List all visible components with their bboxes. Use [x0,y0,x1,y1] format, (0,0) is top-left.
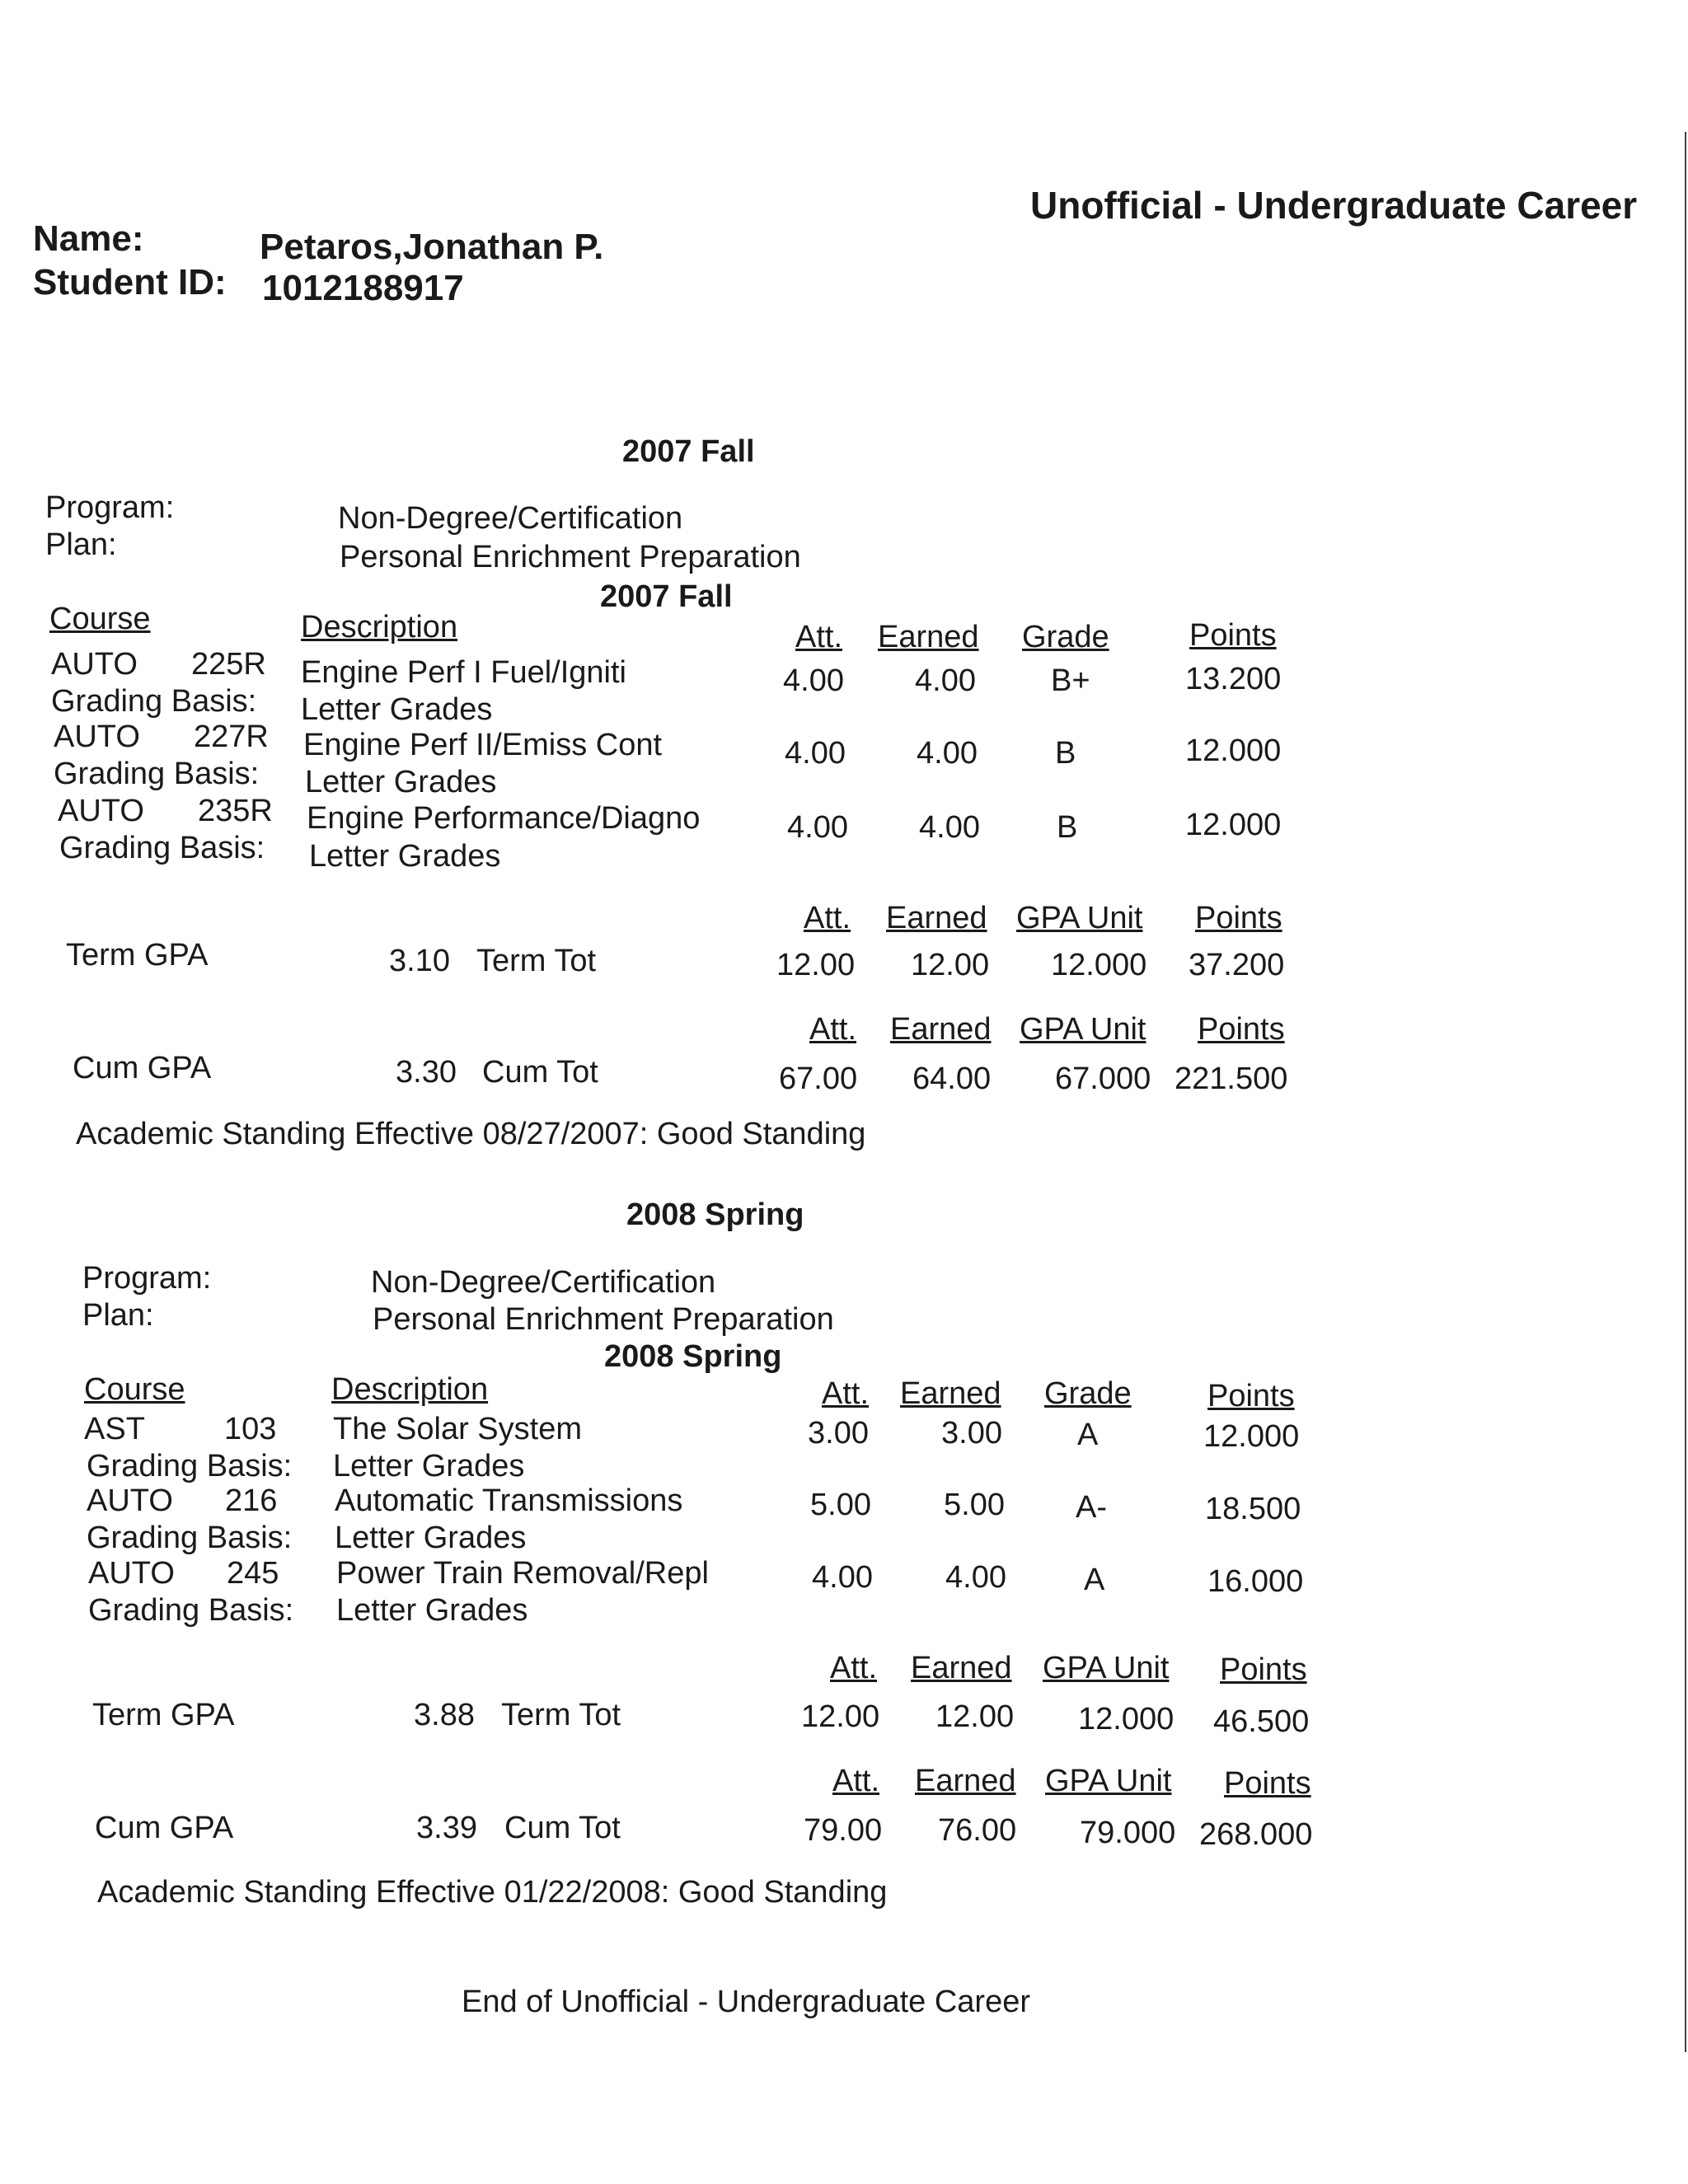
student-id-label: Student ID: [33,262,227,302]
course-grade: B [1055,736,1076,771]
course-att: 4.00 [787,810,848,845]
summary-header-gpa-unit: GPA Unit [1020,1012,1146,1047]
term-tot-att: 12.00 [801,1699,880,1734]
course-grade: A- [1076,1490,1107,1525]
term-tot-earned: 12.00 [911,948,990,982]
course-description: Engine Performance/Diagno [307,801,701,836]
term-subheading: 2007 Fall [600,579,733,614]
academic-standing: Academic Standing Effective 01/22/2008: Good Standing [97,1875,888,1910]
term-tot-att: 12.00 [776,948,856,982]
course-att: 4.00 [812,1560,873,1595]
cum-gpa-label: Cum GPA [73,1051,212,1085]
col-header-points: Points [1189,618,1277,653]
course-subject: AUTO [87,1483,173,1518]
summary-header-earned: Earned [915,1764,1016,1798]
cum-tot-points: 268.000 [1199,1817,1313,1852]
course-earned: 5.00 [944,1488,1005,1522]
col-header-description: Description [301,610,458,644]
course-earned: 3.00 [941,1416,1002,1451]
course-earned: 4.00 [915,663,976,698]
course-points: 12.000 [1185,733,1282,768]
course-number: 225R [191,647,266,682]
end-of-transcript: End of Unofficial - Undergraduate Career [462,1985,1031,2019]
course-subject: AUTO [54,719,140,754]
term-tot-points: 37.200 [1189,948,1285,982]
term-gpa-label: Term GPA [66,938,209,972]
term-gpa-value: 3.88 [414,1698,475,1732]
grading-basis-label: Grading Basis: [87,1521,293,1555]
summary-header-gpa-unit: GPA Unit [1043,1651,1170,1685]
term-tot-gpa-unit: 12.000 [1051,948,1147,982]
course-att: 5.00 [810,1488,871,1522]
program-label: Program: [45,490,175,525]
summary-header-earned: Earned [911,1651,1012,1685]
plan-value: Personal Enrichment Preparation [340,540,801,574]
term-heading: 2007 Fall [622,434,755,469]
course-description: Engine Perf I Fuel/Igniti [301,655,626,690]
course-grade: B [1057,810,1078,845]
course-number: 227R [194,719,269,754]
term-tot-earned: 12.00 [935,1699,1015,1734]
program-label: Program: [82,1261,212,1296]
grading-basis-value: Letter Grades [309,839,501,874]
plan-value: Personal Enrichment Preparation [373,1302,834,1337]
grading-basis-label: Grading Basis: [88,1593,294,1628]
col-header-description: Description [331,1372,489,1407]
course-description: The Solar System [333,1412,582,1446]
course-earned: 4.00 [917,736,978,771]
grading-basis-value: Letter Grades [335,1521,527,1555]
term-gpa-value: 3.10 [389,944,450,978]
summary-header-earned: Earned [890,1012,992,1047]
document-title: Unofficial - Undergraduate Career [1030,184,1638,227]
student-name: Petaros,Jonathan P. [260,227,604,267]
col-header-att: Att. [795,620,843,654]
col-header-grade: Grade [1022,620,1109,654]
course-number: 235R [198,794,273,828]
course-subject: AUTO [88,1556,175,1591]
grading-basis-value: Letter Grades [305,765,497,799]
course-att: 3.00 [808,1416,869,1451]
course-number: 245 [227,1556,279,1591]
term-heading: 2008 Spring [626,1197,804,1232]
col-header-points: Points [1207,1379,1295,1413]
summary-header-gpa-unit: GPA Unit [1045,1764,1172,1798]
course-points: 12.000 [1185,808,1282,842]
course-points: 13.200 [1185,662,1282,696]
grading-basis-value: Letter Grades [336,1593,528,1628]
course-points: 16.000 [1207,1564,1304,1599]
summary-header-att: Att. [830,1651,878,1685]
summary-header-points: Points [1220,1652,1307,1687]
cum-tot-gpa-unit: 67.000 [1055,1062,1151,1096]
summary-header-att: Att. [809,1012,857,1047]
course-grade: A [1084,1563,1105,1597]
grading-basis-label: Grading Basis: [54,757,260,791]
cum-gpa-value: 3.30 [396,1055,457,1090]
grading-basis-label: Grading Basis: [59,831,265,865]
col-header-course: Course [84,1372,185,1407]
summary-header-gpa-unit: GPA Unit [1016,901,1143,935]
summary-header-att: Att. [832,1764,880,1798]
course-grade: A [1077,1418,1099,1452]
col-header-earned: Earned [900,1376,1001,1411]
cum-gpa-label: Cum GPA [95,1811,234,1845]
cum-gpa-value: 3.39 [416,1811,477,1845]
cum-tot-gpa-unit: 79.000 [1080,1816,1176,1850]
summary-header-att: Att. [804,901,851,935]
course-number: 216 [225,1483,278,1518]
term-gpa-label: Term GPA [92,1698,235,1732]
plan-label: Plan: [82,1298,154,1333]
plan-label: Plan: [45,527,117,562]
cum-tot-earned: 64.00 [912,1062,992,1096]
term-tot-label: Term Tot [476,944,597,978]
page-edge-rule [1685,132,1686,2052]
course-earned: 4.00 [945,1560,1006,1595]
col-header-earned: Earned [878,620,979,654]
term-tot-label: Term Tot [501,1698,621,1732]
program-value: Non-Degree/Certification [338,501,683,536]
grading-basis-label: Grading Basis: [87,1449,293,1483]
grading-basis-value: Letter Grades [301,692,493,727]
summary-header-points: Points [1224,1766,1311,1801]
cum-tot-label: Cum Tot [504,1811,621,1845]
term-tot-gpa-unit: 12.000 [1078,1702,1175,1736]
col-header-att: Att. [822,1376,870,1411]
grading-basis-label: Grading Basis: [51,684,257,719]
course-number: 103 [224,1412,277,1446]
summary-header-earned: Earned [886,901,987,935]
course-description: Automatic Transmissions [335,1483,683,1518]
term-subheading: 2008 Spring [604,1339,782,1374]
course-description: Engine Perf II/Emiss Cont [303,728,663,762]
cum-tot-earned: 76.00 [938,1813,1017,1848]
cum-tot-att: 79.00 [804,1813,883,1848]
course-subject: AUTO [58,794,144,828]
course-description: Power Train Removal/Repl [336,1556,709,1591]
course-subject: AST [84,1412,145,1446]
cum-tot-label: Cum Tot [482,1055,598,1090]
cum-tot-points: 221.500 [1175,1062,1288,1096]
term-tot-points: 46.500 [1213,1704,1310,1739]
course-points: 18.500 [1205,1492,1301,1526]
col-header-grade: Grade [1044,1376,1132,1411]
name-label: Name: [33,218,144,259]
course-subject: AUTO [51,647,138,682]
student-id: 1012188917 [262,268,464,308]
academic-standing: Academic Standing Effective 08/27/2007: Good Standing [76,1117,866,1151]
summary-header-points: Points [1198,1012,1285,1047]
col-header-course: Course [49,602,151,636]
course-earned: 4.00 [919,810,980,845]
course-att: 4.00 [783,663,844,698]
cum-tot-att: 67.00 [779,1062,858,1096]
program-value: Non-Degree/Certification [371,1265,716,1300]
course-points: 12.000 [1203,1419,1300,1454]
course-att: 4.00 [785,736,846,771]
grading-basis-value: Letter Grades [333,1449,525,1483]
course-grade: B+ [1051,663,1090,698]
summary-header-points: Points [1195,901,1282,935]
